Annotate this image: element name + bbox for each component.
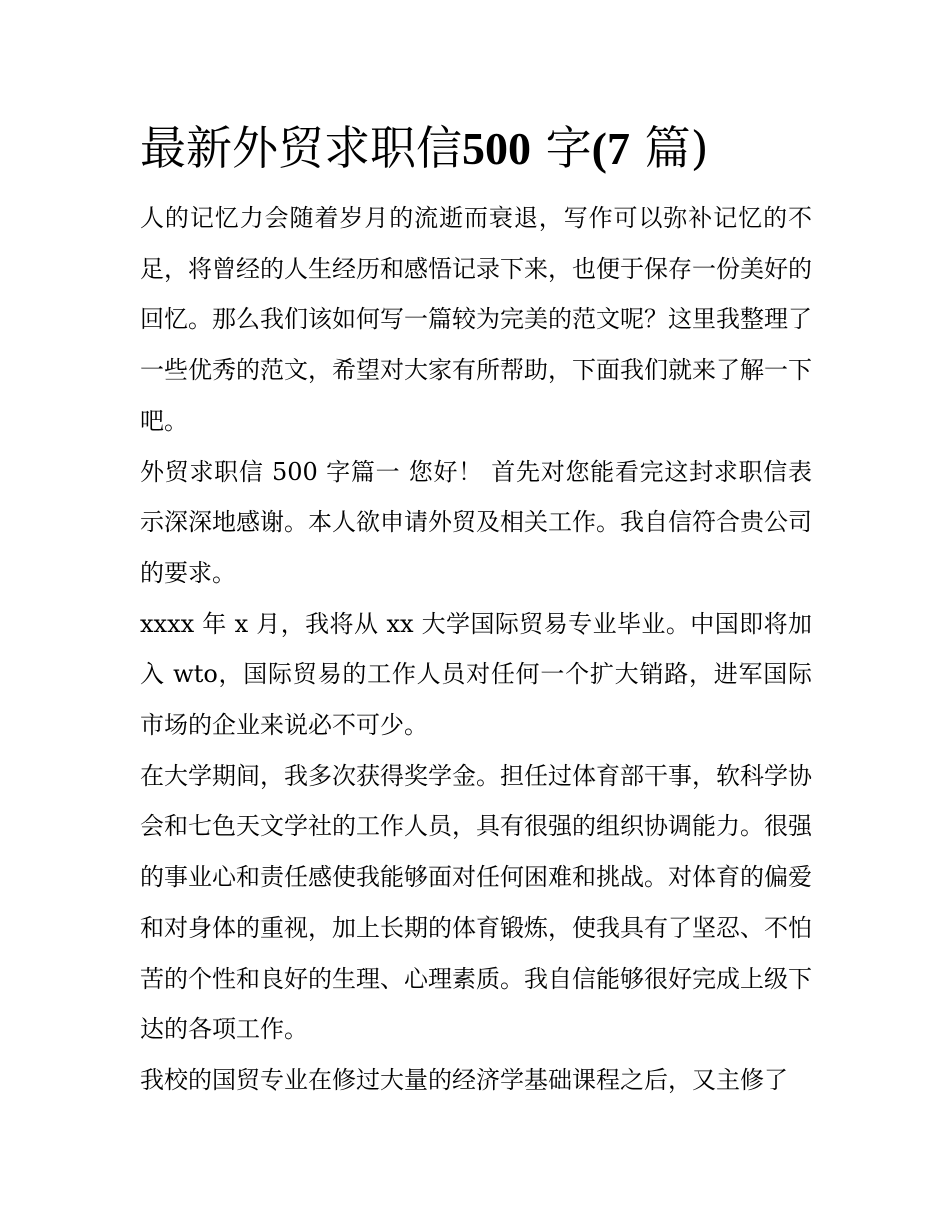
paragraph-university-experience: 在大学期间，我多次获得奖学金。担任过体育部干事，软科学协会和七色天文学社的工作人员，具有很强的组织协调能力。很强的事业心和责任感使我能够面对任何困难和挑战。对体育的偏爱和对身体的重视，加上长期的体育锻炼，使我具有了坚忍、不怕苦的个性和良好的生理、心理素质。我自信能够很好完成上级下达的各项工作。 (140, 761, 812, 1044)
title-text-1: 最新外贸求职信 (140, 121, 462, 175)
document-body (140, 118, 812, 1106)
paragraph-graduation: xxxx 年 x 月，我将从 xx 大学国际贸易专业毕业。中国即将加入 wto，国际贸易的工作人员对任何一个扩大销路，进军国际市场的企业来说必不可少。 (140, 609, 812, 740)
title-text-3: 篇) (644, 121, 709, 175)
document-title (140, 118, 812, 179)
paragraph-major-courses: 我校的国贸专业在修过大量的经济学基础课程之后，又主修了 (140, 1065, 788, 1094)
paragraph-greeting: 外贸求职信 500 字篇一 您好！ 首先对您能看完这封求职信表示深深地感谢。本人欲申请外贸及相关工作。我自信符合贵公司的要求。 (140, 457, 812, 587)
paragraph-intro: 人的记忆力会随着岁月的流逝而衰退，写作可以弥补记忆的不足，将曾经的人生经历和感悟记录下来，也便于保存一份美好的回忆。那么我们该如何写一篇较为完美的范文呢？这里我整理了一些优秀的范文，希望对大家有所帮助，下面我们就来了解一下吧。 (140, 204, 812, 435)
title-count: (7 (591, 123, 630, 174)
title-number-500: 500 (462, 123, 531, 174)
title-text-2: 字 (545, 121, 592, 175)
